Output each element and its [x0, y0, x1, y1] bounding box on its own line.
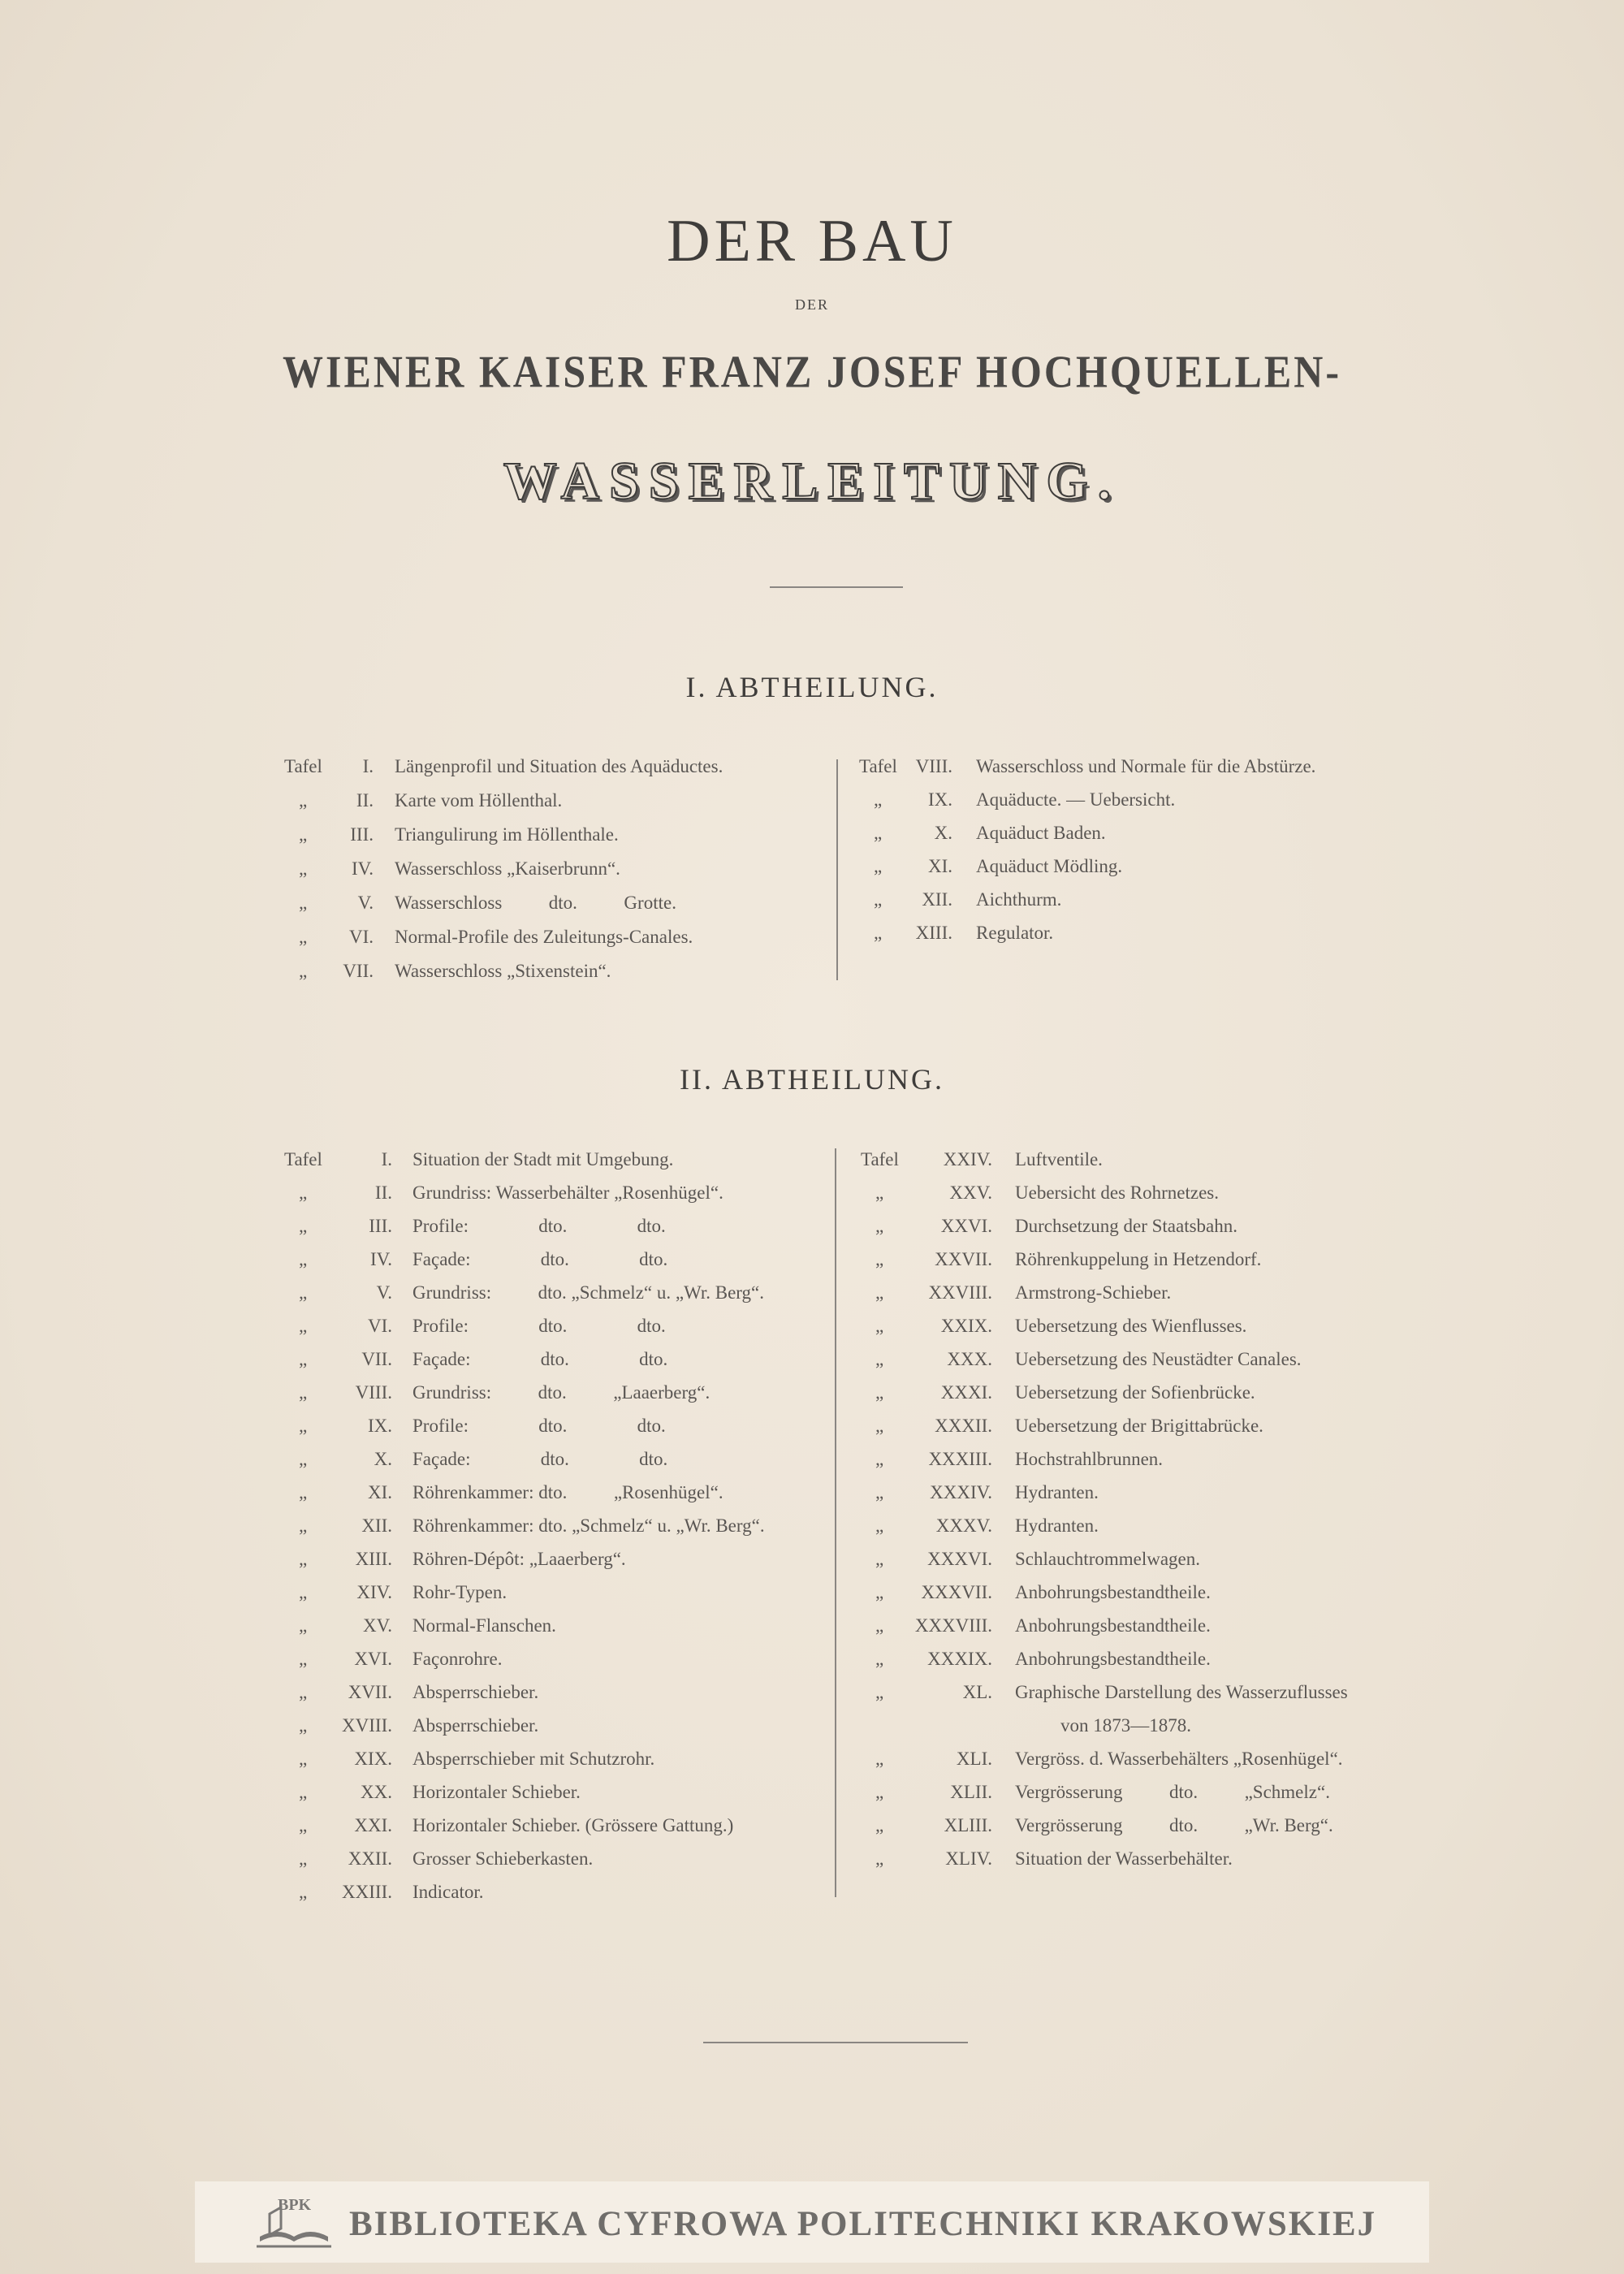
plate-title: Hydranten.	[1015, 1515, 1099, 1536]
list-item	[861, 1546, 1421, 1572]
plate-title: Absperrschieber.	[412, 1715, 539, 1736]
list-item	[284, 1580, 836, 1606]
plate-number: XVI.	[354, 1649, 392, 1669]
plate-title: Absperrschieber.	[412, 1682, 539, 1702]
plate-number: XXVII.	[935, 1249, 992, 1269]
plate-number: IV.	[369, 1249, 392, 1269]
plate-title: Uebersetzung der Brigittabrücke.	[1015, 1416, 1263, 1436]
title-der-bau: DER BAU	[667, 208, 957, 275]
ditto-mark: „	[875, 1749, 884, 1769]
plate-title: Rohr-Typen.	[412, 1582, 508, 1602]
plate-title: Röhrenkuppelung in Hetzendorf.	[1015, 1249, 1262, 1269]
list-item	[861, 1480, 1421, 1506]
list-item	[861, 1313, 1421, 1339]
list-item	[284, 822, 820, 848]
library-logo	[253, 2196, 335, 2253]
list-item	[284, 890, 820, 916]
ditto-mark: „	[299, 1449, 308, 1469]
tafel-label: Tafel	[859, 756, 897, 776]
list-item	[284, 958, 820, 984]
section1-right-list	[859, 754, 1411, 965]
ditto-mark: „	[299, 1249, 308, 1269]
plate-number: XII.	[361, 1515, 392, 1536]
ditto-mark: „	[874, 823, 883, 843]
plate-title: Schlauchtrommelwagen.	[1015, 1549, 1201, 1569]
plate-number: XI.	[367, 1482, 392, 1502]
plate-number: I.	[381, 1149, 392, 1169]
list-item	[284, 1313, 836, 1339]
section2-right-list	[861, 1147, 1421, 1878]
list-item	[284, 1380, 836, 1406]
plate-title: Uebersetzung des Neustädter Canales.	[1015, 1349, 1302, 1369]
plate-number: VII.	[361, 1349, 392, 1369]
ditto-mark: „	[875, 1416, 884, 1436]
plate-title: Wasserschloss und Normale für die Abstürze.	[976, 756, 1316, 776]
ditto-mark: „	[299, 1848, 308, 1869]
ditto-mark: „	[875, 1615, 884, 1636]
plate-title: Profile: dto. dto.	[412, 1316, 666, 1336]
plate-title: Façade: dto. dto.	[412, 1249, 668, 1269]
library-footer	[195, 2181, 1429, 2263]
list-item	[859, 887, 1411, 913]
list-item	[859, 754, 1411, 780]
plate-title: Längenprofil und Situation des Aquäductes.	[395, 756, 723, 776]
plate-title: Durchsetzung der Staatsbahn.	[1015, 1216, 1238, 1236]
list-item	[861, 1213, 1421, 1239]
plate-title: von 1873—1878.	[1060, 1715, 1191, 1736]
ditto-mark: „	[299, 1715, 308, 1736]
plate-title: Triangulirung im Höllenthale.	[395, 824, 619, 845]
plate-number: VI.	[367, 1316, 392, 1336]
ditto-mark: „	[299, 1782, 308, 1802]
list-item	[859, 787, 1411, 813]
plate-title: Uebersetzung der Sofienbrücke.	[1015, 1382, 1255, 1403]
ditto-mark: „	[299, 1349, 308, 1369]
plate-title: Façonrohre.	[412, 1649, 503, 1669]
list-item	[284, 1213, 836, 1239]
section1-left-list	[284, 754, 820, 997]
plate-title: Wasserschloss „Stixenstein“.	[395, 961, 611, 981]
ditto-mark: „	[299, 1482, 308, 1502]
plate-number: XXV.	[949, 1182, 992, 1203]
plate-number: XXXI.	[940, 1382, 992, 1403]
section1-column-divider	[836, 759, 838, 980]
list-item	[861, 1779, 1421, 1805]
plate-title: Grundriss: Wasserbehälter „Rosenhügel“.	[412, 1182, 723, 1203]
plate-number: XLII.	[950, 1782, 992, 1802]
plate-number: XXIX.	[940, 1316, 992, 1336]
plate-title: Aquäduct Mödling.	[976, 856, 1123, 876]
plate-number: XXX.	[947, 1349, 992, 1369]
plate-title: Röhrenkammer: dto. „Rosenhügel“.	[412, 1482, 723, 1502]
list-item	[861, 1713, 1421, 1739]
list-item	[861, 1247, 1421, 1273]
list-item	[861, 1746, 1421, 1772]
ditto-mark: „	[299, 790, 308, 811]
title-wiener: WIENER KAISER FRANZ JOSEF HOCHQUELLEN-	[283, 346, 1341, 397]
title-wasserleitung: WASSERLEITUNG.	[503, 452, 1121, 511]
plate-number: IX.	[927, 789, 952, 810]
section2-left-list	[284, 1147, 836, 1910]
list-item	[284, 1413, 836, 1439]
ditto-mark: „	[299, 1582, 308, 1602]
plate-title: Grundriss: dto. „Laaerberg“.	[412, 1382, 710, 1403]
ditto-mark: „	[299, 858, 308, 879]
ditto-mark: „	[875, 1449, 884, 1469]
plate-number: XXXVII.	[921, 1582, 992, 1602]
section2-column-divider	[835, 1148, 836, 1897]
title-der: DER	[795, 296, 829, 313]
plate-title: Röhren-Dépôt: „Laaerberg“.	[412, 1549, 626, 1569]
ditto-mark: „	[875, 1815, 884, 1835]
logo-label: BPK	[278, 2196, 312, 2214]
plate-title: Anbohrungsbestandtheile.	[1015, 1615, 1211, 1636]
plate-number: XLIV.	[945, 1848, 992, 1869]
plate-number: VI.	[348, 927, 374, 947]
ditto-mark: „	[875, 1316, 884, 1336]
ditto-mark: „	[875, 1549, 884, 1569]
plate-title: Vergrösserung dto. „Schmelz“.	[1015, 1782, 1330, 1802]
plate-number: V.	[376, 1282, 392, 1303]
plate-number: XXIV.	[943, 1149, 992, 1169]
ditto-mark: „	[875, 1482, 884, 1502]
section1-heading: I. ABTHEILUNG.	[685, 671, 939, 703]
ditto-mark: „	[874, 889, 883, 910]
ditto-mark: „	[875, 1682, 884, 1702]
plate-title: Absperrschieber mit Schutzrohr.	[412, 1749, 655, 1769]
list-item	[861, 1846, 1421, 1872]
plate-title: Armstrong-Schieber.	[1015, 1282, 1172, 1303]
plate-number: XVIII.	[342, 1715, 392, 1736]
footer-text: BIBLIOTEKA CYFROWA POLITECHNIKI KRAKOWSKIEJ	[349, 2205, 1377, 2243]
list-item	[861, 1613, 1421, 1639]
plate-title: Wasserschloss dto. Grotte.	[395, 893, 676, 913]
list-item	[284, 1746, 836, 1772]
ditto-mark: „	[299, 1182, 308, 1203]
plate-number: XX.	[361, 1782, 392, 1802]
plate-title: Anbohrungsbestandtheile.	[1015, 1649, 1211, 1669]
list-item	[284, 1446, 836, 1472]
plate-number: XVII.	[348, 1682, 392, 1702]
plate-title: Horizontaler Schieber.	[412, 1782, 581, 1802]
ditto-mark: „	[875, 1349, 884, 1369]
ditto-mark: „	[299, 1615, 308, 1636]
plate-number: II.	[356, 790, 374, 811]
list-item	[284, 1546, 836, 1572]
plate-title: Vergrösserung dto. „Wr. Berg“.	[1015, 1815, 1333, 1835]
list-item	[284, 1813, 836, 1839]
list-item	[861, 1646, 1421, 1672]
plate-number: II.	[374, 1182, 392, 1203]
plate-number: XXI.	[354, 1815, 392, 1835]
ditto-mark: „	[299, 824, 308, 845]
list-item	[284, 1779, 836, 1805]
plate-number: XXXV.	[935, 1515, 992, 1536]
ditto-mark: „	[875, 1282, 884, 1303]
plate-number: VIII.	[915, 756, 952, 776]
ditto-mark: „	[299, 1682, 308, 1702]
ditto-mark: „	[874, 923, 883, 943]
plate-number: XLI.	[956, 1749, 992, 1769]
plate-number: XXXIX.	[927, 1649, 992, 1669]
plate-title: Uebersetzung des Wienflusses.	[1015, 1316, 1247, 1336]
plate-number: XII.	[922, 889, 952, 910]
list-item	[284, 856, 820, 882]
list-item	[284, 788, 820, 814]
list-item	[859, 854, 1411, 880]
list-item	[861, 1147, 1421, 1173]
list-item	[284, 1247, 836, 1273]
plate-number: XXII.	[348, 1848, 392, 1869]
plate-title: Aquäduct Baden.	[976, 823, 1106, 843]
plate-number: XIV.	[356, 1582, 392, 1602]
list-item	[861, 1413, 1421, 1439]
plate-number: XIII.	[355, 1549, 392, 1569]
list-item	[284, 1613, 836, 1639]
ditto-mark: „	[299, 1282, 308, 1303]
ditto-mark: „	[875, 1249, 884, 1269]
ditto-mark: „	[875, 1782, 884, 1802]
plate-number: XLIII.	[944, 1815, 992, 1835]
plate-number: I.	[362, 756, 374, 776]
ditto-mark: „	[875, 1582, 884, 1602]
list-item	[284, 1846, 836, 1872]
plate-number: VIII.	[355, 1382, 392, 1403]
ditto-mark: „	[875, 1848, 884, 1869]
ditto-mark: „	[299, 1382, 308, 1403]
plate-number: XXXVI.	[927, 1549, 992, 1569]
list-item	[284, 1680, 836, 1706]
plate-title: Graphische Darstellung des Wasserzuflusses	[1015, 1682, 1348, 1702]
plate-number: XXXII.	[935, 1416, 992, 1436]
plate-title: Situation der Wasserbehälter.	[1015, 1848, 1233, 1869]
plate-title: Grosser Schieberkasten.	[412, 1848, 594, 1869]
ditto-mark: „	[299, 1649, 308, 1669]
plate-number: III.	[369, 1216, 392, 1236]
plate-title: Aichthurm.	[976, 889, 1062, 910]
list-item	[284, 1713, 836, 1739]
list-item	[284, 1513, 836, 1539]
plate-number: IV.	[351, 858, 374, 879]
ditto-mark: „	[299, 893, 308, 913]
ditto-mark: „	[299, 1749, 308, 1769]
plate-number: XXVI.	[940, 1216, 992, 1236]
tafel-label: Tafel	[284, 756, 322, 776]
plate-title: Röhrenkammer: dto. „Schmelz“ u. „Wr. Berg“.	[412, 1515, 765, 1536]
bottom-divider	[703, 2042, 968, 2043]
ditto-mark: „	[299, 1416, 308, 1436]
plate-number: XIX.	[354, 1749, 392, 1769]
plate-number: V.	[357, 893, 374, 913]
plate-number: XXIII.	[342, 1882, 392, 1902]
plate-number: XI.	[927, 856, 952, 876]
list-item	[861, 1180, 1421, 1206]
ditto-mark: „	[875, 1216, 884, 1236]
list-item	[861, 1813, 1421, 1839]
list-item	[859, 920, 1411, 946]
list-item	[284, 754, 820, 780]
ditto-mark: „	[874, 856, 883, 876]
plate-title: Profile: dto. dto.	[412, 1216, 666, 1236]
list-item	[861, 1380, 1421, 1406]
plate-title: Vergröss. d. Wasserbehälters „Rosenhügel“.	[1015, 1749, 1343, 1769]
plate-number: IX.	[367, 1416, 392, 1436]
plate-title: Situation der Stadt mit Umgebung.	[412, 1149, 674, 1169]
list-item	[859, 820, 1411, 846]
plate-number: XXVIII.	[928, 1282, 992, 1303]
ditto-mark: „	[299, 1549, 308, 1569]
plate-number: XV.	[362, 1615, 392, 1636]
plate-number: XIII.	[915, 923, 952, 943]
plate-title: Wasserschloss „Kaiserbrunn“.	[395, 858, 620, 879]
ditto-mark: „	[875, 1182, 884, 1203]
ditto-mark: „	[299, 1815, 308, 1835]
ditto-mark: „	[299, 1515, 308, 1536]
plate-title: Regulator.	[976, 923, 1054, 943]
plate-title: Façade: dto. dto.	[412, 1349, 668, 1369]
ditto-mark: „	[875, 1515, 884, 1536]
list-item	[861, 1280, 1421, 1306]
list-item	[861, 1680, 1421, 1706]
plate-number: XL.	[962, 1682, 992, 1702]
ditto-mark: „	[299, 927, 308, 947]
plate-title: Anbohrungsbestandtheile.	[1015, 1582, 1211, 1602]
ditto-mark: „	[299, 1216, 308, 1236]
plate-title: Normal-Profile des Zuleitungs-Canales.	[395, 927, 693, 947]
plate-title: Karte vom Höllenthal.	[395, 790, 563, 811]
plate-number: X.	[934, 823, 952, 843]
title-divider	[770, 586, 903, 588]
ditto-mark: „	[299, 1882, 308, 1902]
ditto-mark: „	[299, 961, 308, 981]
list-item	[861, 1347, 1421, 1373]
tafel-label: Tafel	[284, 1149, 322, 1169]
ditto-mark: „	[875, 1382, 884, 1403]
plate-number: VII.	[343, 961, 374, 981]
plate-number: XXXIII.	[928, 1449, 992, 1469]
section2-heading: II. ABTHEILUNG.	[680, 1063, 944, 1096]
plate-title: Uebersicht des Rohrnetzes.	[1015, 1182, 1220, 1203]
list-item	[284, 1347, 836, 1373]
tafel-label: Tafel	[861, 1149, 899, 1169]
plate-title: Façade: dto. dto.	[412, 1449, 668, 1469]
plate-title: Grundriss: dto. „Schmelz“ u. „Wr. Berg“.	[412, 1282, 765, 1303]
list-item	[284, 1280, 836, 1306]
plate-title: Hochstrahlbrunnen.	[1015, 1449, 1164, 1469]
plate-title: Normal-Flanschen.	[412, 1615, 556, 1636]
list-item	[284, 1180, 836, 1206]
plate-title: Aquäducte. — Uebersicht.	[976, 789, 1176, 810]
plate-number: XXXIV.	[930, 1482, 992, 1502]
plate-title: Horizontaler Schieber. (Grössere Gattung.)	[412, 1815, 734, 1835]
ditto-mark: „	[299, 1316, 308, 1336]
list-item	[284, 924, 820, 950]
plate-number: XXXVIII.	[914, 1615, 992, 1636]
ditto-mark: „	[874, 789, 883, 810]
list-item	[284, 1480, 836, 1506]
list-item	[284, 1646, 836, 1672]
list-item	[861, 1580, 1421, 1606]
list-item	[861, 1513, 1421, 1539]
list-item	[284, 1147, 836, 1173]
list-item	[284, 1879, 836, 1905]
ditto-mark: „	[875, 1649, 884, 1669]
plate-title: Profile: dto. dto.	[412, 1416, 666, 1436]
plate-title: Indicator.	[412, 1882, 484, 1902]
plate-title: Hydranten.	[1015, 1482, 1099, 1502]
plate-title: Luftventile.	[1015, 1149, 1103, 1169]
plate-number: X.	[374, 1449, 392, 1469]
list-item	[861, 1446, 1421, 1472]
plate-number: III.	[350, 824, 374, 845]
